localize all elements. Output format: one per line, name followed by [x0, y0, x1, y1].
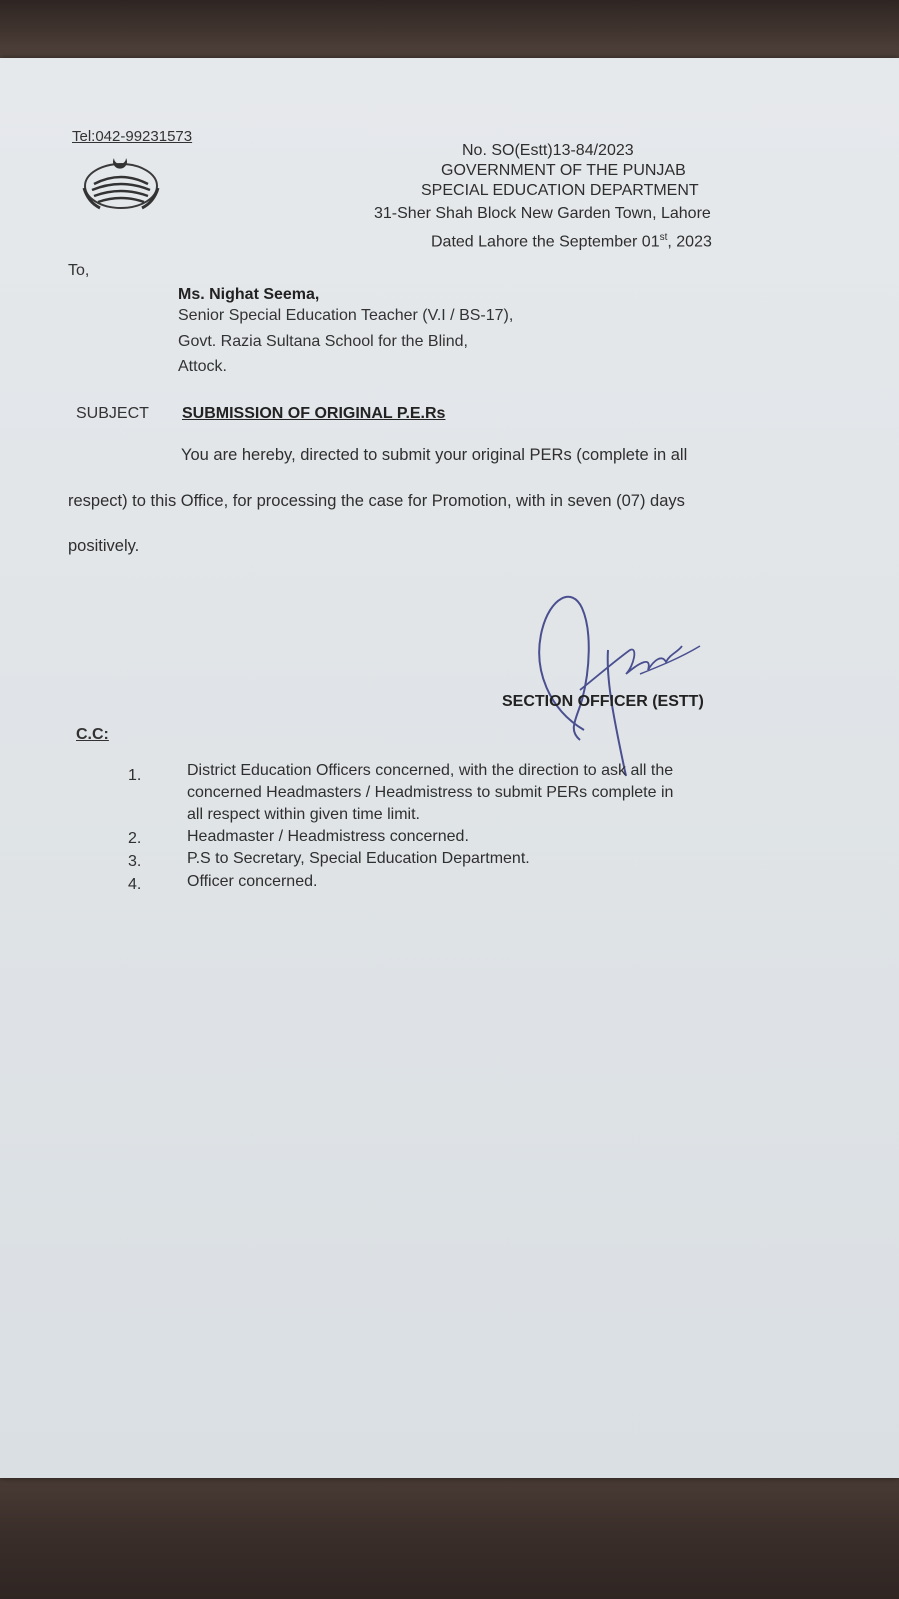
cc-number-4: 4.: [128, 876, 142, 893]
cc-item-1-line-3: all respect within given time limit.: [187, 806, 420, 823]
punjab-emblem-icon: [80, 150, 162, 212]
date-year: , 2023: [667, 233, 712, 251]
body-line-2: respect) to this Office, for processing the case for Promotion, with in seven (07) days: [68, 492, 685, 510]
letter-date: [431, 227, 712, 253]
department-heading: SPECIAL EDUCATION DEPARTMENT: [421, 182, 699, 199]
cc-number-3: 3.: [128, 853, 142, 870]
to-label: To,: [68, 262, 90, 279]
addressee-city: Attock.: [178, 358, 227, 375]
subject-text: SUBMISSION OF ORIGINAL P.E.Rs: [182, 405, 446, 422]
cc-item-1-line-1: District Education Officers concerned, with the direction to ask all the: [187, 762, 674, 779]
body-line-1: You are hereby, directed to submit your original PERs (complete in all: [181, 446, 688, 464]
subject-label: SUBJECT: [76, 405, 149, 422]
table-surface-bottom: [0, 1470, 899, 1599]
cc-item-1-line-2: concerned Headmasters / Headmistress to submit PERs complete in: [187, 784, 674, 801]
date-superscript: st: [659, 232, 668, 243]
date-text: Dated Lahore the September 01: [431, 233, 660, 251]
letter-number: No. SO(Estt)13-84/2023: [462, 142, 634, 159]
cc-label: C.C:: [76, 726, 109, 743]
cc-item-3: P.S to Secretary, Special Education Department.: [187, 850, 530, 867]
handwritten-signature: [520, 590, 740, 780]
cc-item-2: Headmaster / Headmistress concerned.: [187, 828, 469, 845]
addressee-school: Govt. Razia Sultana School for the Blind,: [178, 333, 468, 350]
cc-number-2: 2.: [128, 830, 142, 847]
cc-item-4: Officer concerned.: [187, 873, 318, 890]
addressee-name: Ms. Nighat Seema,: [178, 286, 320, 303]
cc-number-1: 1.: [128, 767, 142, 784]
government-heading: GOVERNMENT OF THE PUNJAB: [441, 162, 686, 179]
body-line-3: positively.: [68, 537, 140, 555]
department-address: 31-Sher Shah Block New Garden Town, Lahore: [374, 205, 711, 222]
signatory-title: SECTION OFFICER (ESTT): [502, 693, 704, 710]
telephone-number: Tel:042-99231573: [72, 128, 193, 145]
addressee-designation: Senior Special Education Teacher (V.I / BS-17),: [178, 307, 514, 324]
